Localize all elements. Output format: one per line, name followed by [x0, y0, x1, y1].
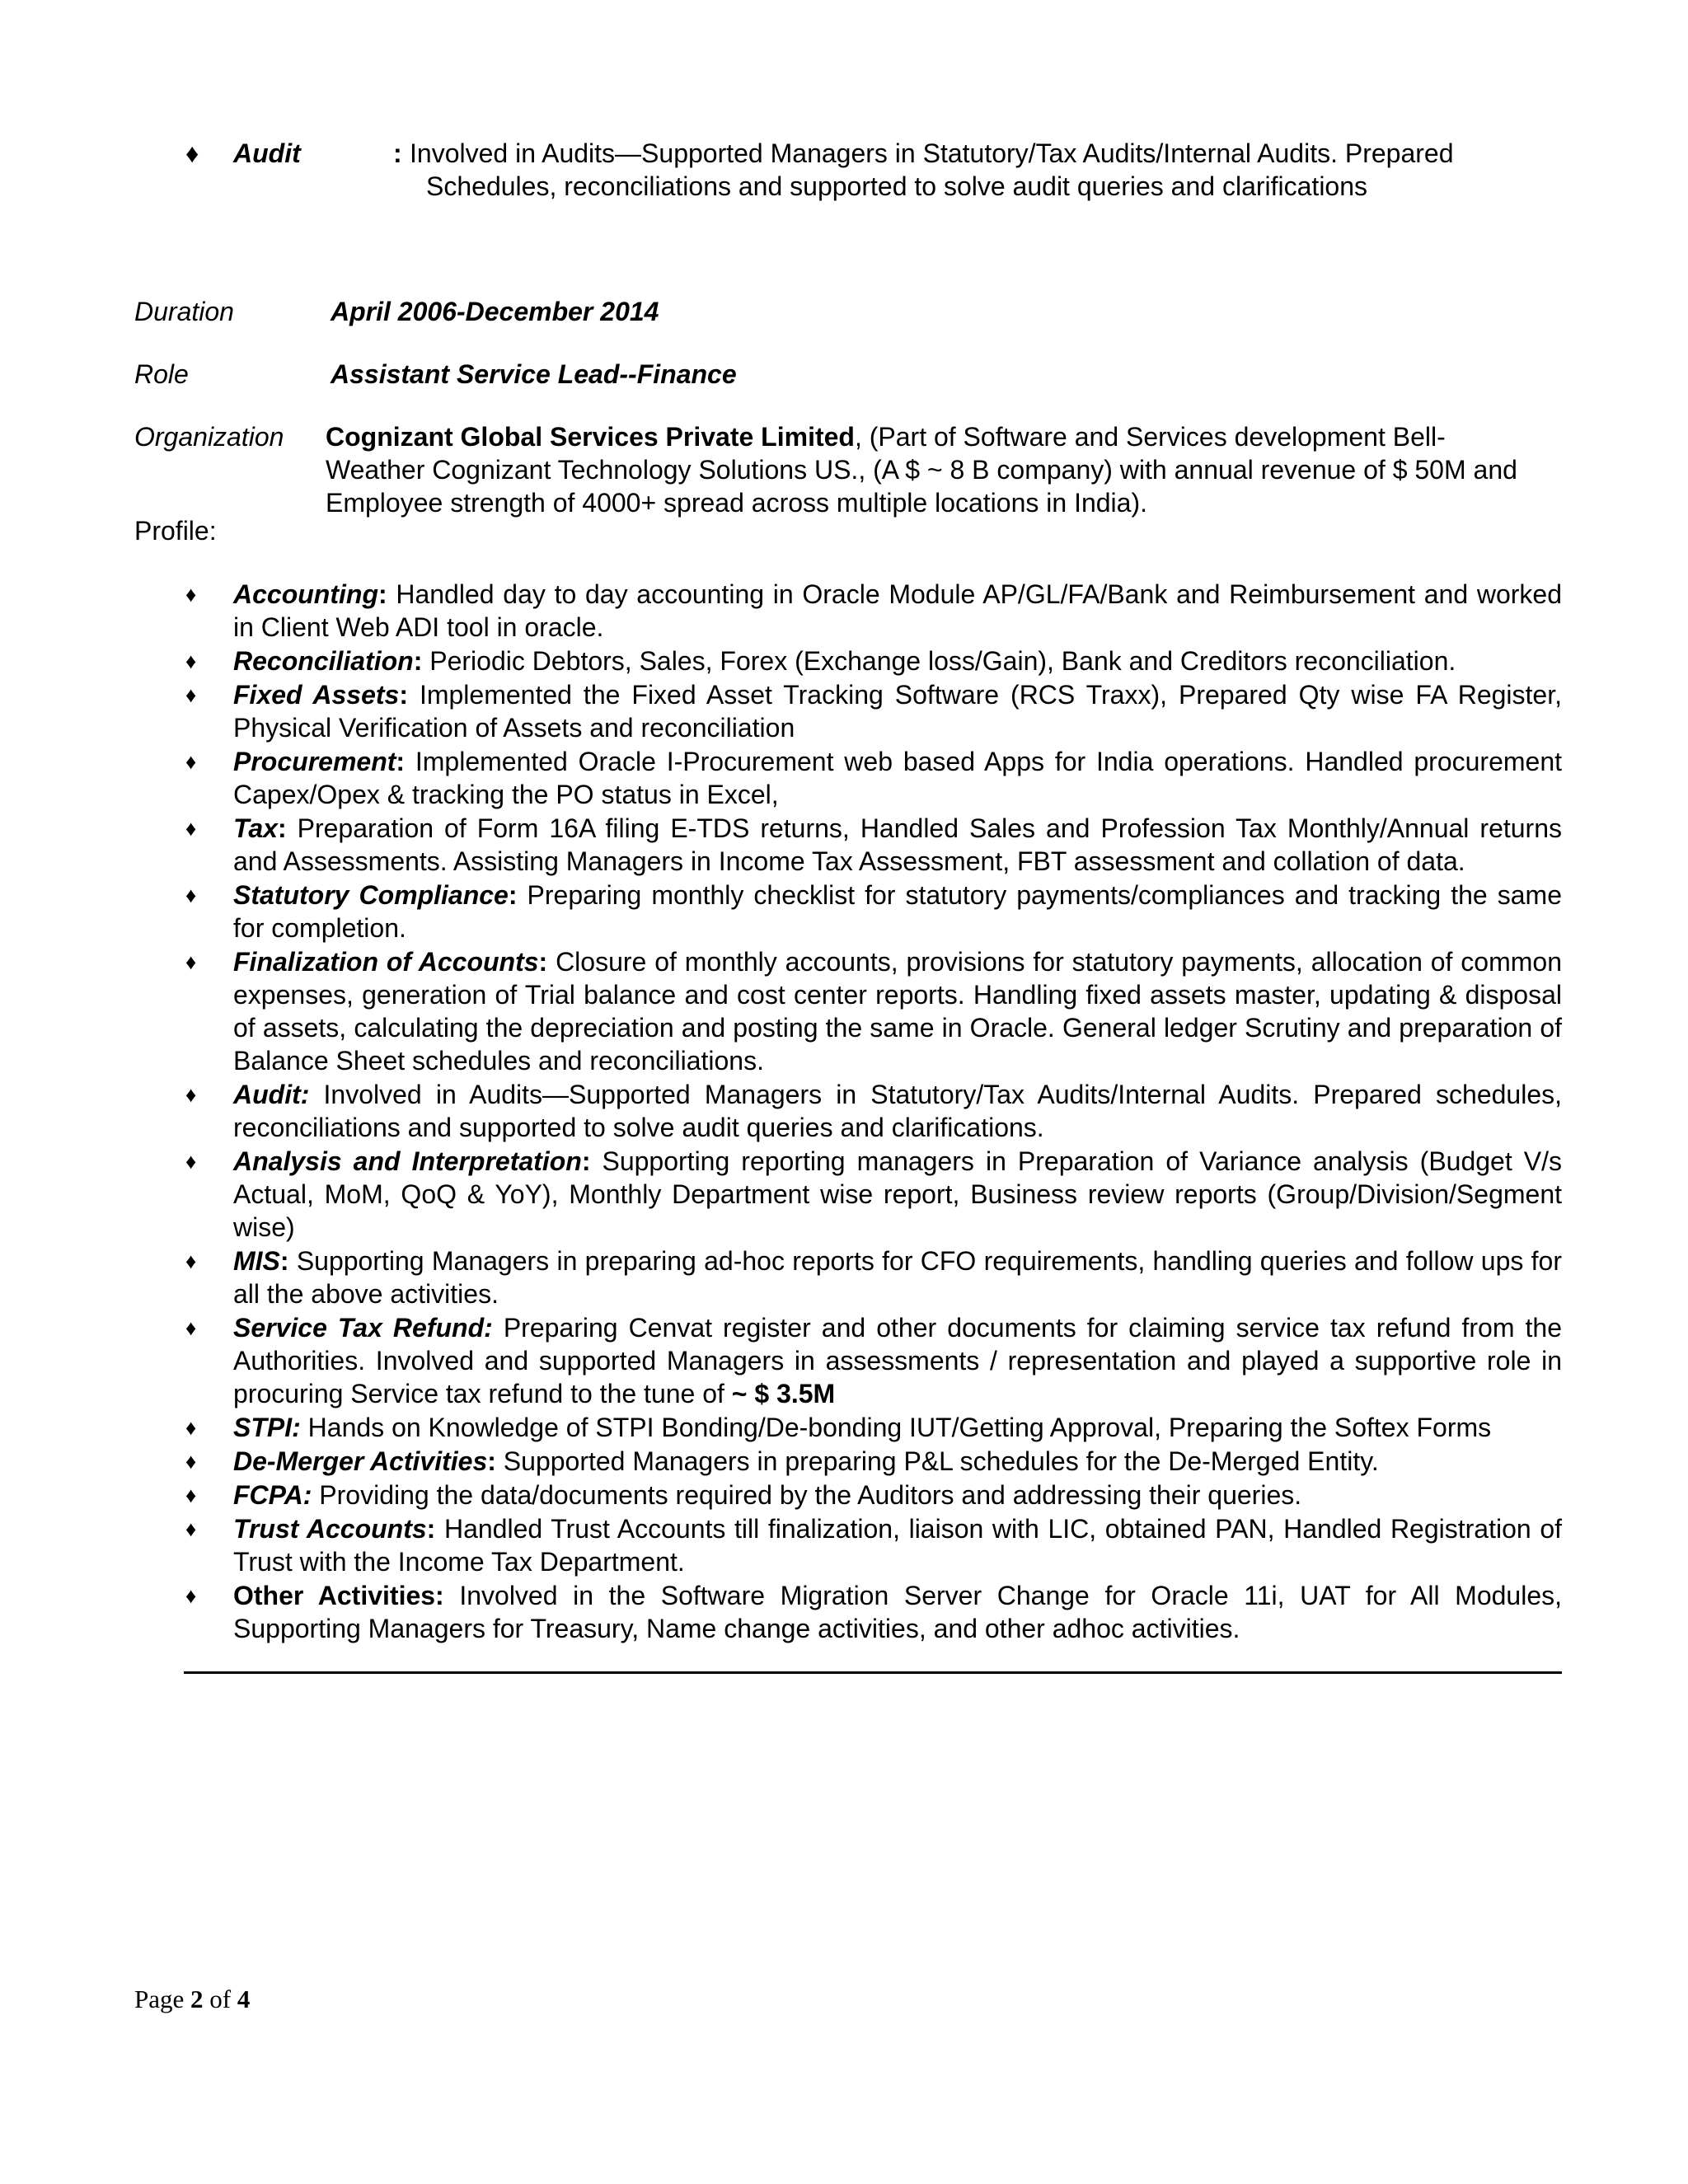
diamond-bullet-icon: ♦ [185, 138, 199, 168]
bullet-term-separator: : [508, 880, 518, 910]
diamond-bullet-icon: ♦ [185, 1082, 197, 1107]
diamond-bullet-icon: ♦ [185, 749, 197, 774]
organization-line-1-rest: , (Part of Software and Services development Bell- [854, 422, 1446, 452]
bullet-text: Implemented the Fixed Asset Tracking Software (RCS Traxx), Prepared Qty wise FA Register, Physical Verification of Assets and reconciliation [233, 680, 1563, 743]
bullet-term: Finalization of Accounts [233, 947, 539, 977]
bullet-term-separator: : [426, 1514, 436, 1544]
bullet-emphasis: ~ $ 3.5M [731, 1379, 836, 1408]
bullet-text: Supporting reporting managers in Preparation of Variance analysis (Budget V/s Actual, MoM, QoQ & YoY), Monthly Department wise report, Business review reports (Group/Division/Segment wise) [233, 1146, 1563, 1242]
bullet-text: Involved in the Software Migration Server Change for Oracle 11i, UAT for All Modules, Supporting Managers for Treasury, Name change activities, and other adhoc activities. [233, 1581, 1563, 1643]
section-divider [184, 1671, 1562, 1674]
bullet-text: Handled day to day accounting in Oracle Module AP/GL/FA/Bank and Reimbursement and worked in Client Web ADI tool in oracle. [233, 579, 1562, 642]
bullet-text: Periodic Debtors, Sales, Forex (Exchange loss/Gain), Bank and Creditors reconciliation. [422, 646, 1456, 676]
diamond-bullet-icon: ♦ [185, 1249, 197, 1273]
profile-bullet-item [185, 644, 1562, 677]
bullet-text: Involved in Audits—Supported Managers in Statutory/Tax Audits/Internal Audits. Prepared schedules, reconciliations and supported to solve audit queries and clarifications. [233, 1080, 1562, 1142]
audit-line-2: Schedules, reconciliations and supported to solve audit queries and clarifications [426, 171, 1368, 201]
profile-bullet-item [185, 812, 1562, 878]
bullet-term: Other Activities: [233, 1581, 444, 1610]
bullet-term-separator: : [277, 813, 287, 843]
duration-value: April 2006-December 2014 [331, 297, 659, 326]
bullet-term: MIS [233, 1246, 280, 1276]
bullet-term: De-Merger Activities [233, 1446, 488, 1476]
bullet-term: Accounting [233, 579, 378, 609]
diamond-bullet-icon: ♦ [185, 582, 197, 607]
profile-bullet-list [185, 578, 1562, 1646]
organization-name: Cognizant Global Services Private Limited [326, 422, 855, 452]
bullet-term-separator: : [581, 1146, 591, 1176]
bullet-term: Fixed Assets [233, 680, 400, 710]
page-total: 4 [237, 1985, 251, 2013]
organization-value [326, 420, 1688, 519]
diamond-bullet-icon: ♦ [185, 1315, 197, 1340]
organization-line-3: Employee strength of 4000+ spread across multiple locations in India). [326, 488, 1147, 518]
profile-bullet-item [185, 1579, 1562, 1645]
profile-bullet-item [185, 745, 1562, 811]
bullet-term: Trust Accounts [233, 1514, 427, 1544]
duration-label: Duration [134, 297, 234, 326]
bullet-text: Preparation of Form 16A filing E-TDS returns, Handled Sales and Profession Tax Monthly/Annual returns and Assessments. Assisting Managers in Income Tax Assessment, FBT assessment and collation of data. [233, 813, 1562, 876]
bullet-term-separator: : [377, 579, 387, 609]
organization-label: Organization [134, 422, 284, 452]
of-word: of [209, 1985, 232, 2013]
bullet-text: Closure of monthly accounts, provisions for statutory payments, allocation of common expenses, generation of Trial balance and cost center reports. Handling fixed assets master, updating & disposal of assets, calculating the depreciation and posting the same in Oracle. General ledger Scrutiny and preparation of Balance Sheet schedules and reconciliations. [233, 947, 1563, 1076]
diamond-bullet-icon: ♦ [185, 1149, 197, 1174]
profile-bullet-item [185, 578, 1562, 644]
bullet-text: Handled Trust Accounts till finalization, liaison with LIC, obtained PAN, Handled Registration of Trust with the Income Tax Department. [233, 1514, 1563, 1577]
profile-bullet-item [185, 1445, 1562, 1478]
diamond-bullet-icon: ♦ [185, 649, 197, 673]
bullet-term: Reconciliation [233, 646, 414, 676]
bullet-text: Supported Managers in preparing P&L schedules for the De-Merged Entity. [495, 1446, 1379, 1476]
bullet-term: Service Tax Refund: [233, 1313, 493, 1343]
diamond-bullet-icon: ♦ [185, 816, 197, 841]
bullet-term: Procurement [233, 747, 396, 776]
profile-bullet-item [185, 678, 1562, 744]
bullet-term-separator: : [538, 947, 548, 977]
audit-line-1: Involved in Audits—Supported Managers in Statutory/Tax Audits/Internal Audits. Prepared [410, 138, 1454, 168]
bullet-term: Audit: [233, 1080, 310, 1109]
bullet-term-separator: : [487, 1446, 496, 1476]
bullet-text: Preparing Cenvat register and other documents for claiming service tax refund from the Authorities. Involved and supported Managers in assessments / representation and played a supportive role in procuring Service tax refund to the tune of [233, 1313, 1563, 1408]
bullet-term: STPI: [233, 1413, 301, 1442]
profile-bullet-item [185, 879, 1562, 944]
bullet-term-separator: : [413, 646, 423, 676]
diamond-bullet-icon: ♦ [185, 682, 197, 707]
profile-bullet-item [185, 1145, 1562, 1244]
bullet-text: Providing the data/documents required by the Auditors and addressing their queries. [312, 1480, 1302, 1510]
bullet-term: Tax [233, 813, 278, 843]
role-value: Assistant Service Lead--Finance [331, 359, 737, 389]
diamond-bullet-icon: ♦ [185, 1483, 197, 1507]
page-footer [134, 1983, 250, 2016]
diamond-bullet-icon: ♦ [185, 1415, 197, 1440]
diamond-bullet-icon: ♦ [185, 1449, 197, 1474]
diamond-bullet-icon: ♦ [185, 949, 197, 974]
organization-line-1 [326, 420, 1688, 453]
bullet-term: Statutory Compliance [233, 880, 509, 910]
profile-bullet-item [185, 1078, 1562, 1144]
bullet-term: Analysis and Interpretation [233, 1146, 582, 1176]
bullet-term-separator: : [279, 1246, 289, 1276]
bullet-term-separator: : [399, 680, 408, 710]
diamond-bullet-icon: ♦ [185, 1583, 197, 1608]
profile-bullet-item [185, 1311, 1562, 1410]
diamond-bullet-icon: ♦ [185, 883, 197, 907]
profile-bullet-item [185, 1479, 1562, 1511]
organization-line-2: Weather Cognizant Technology Solutions US., (A $ ~ 8 B company) with annual revenue of $ 50M and [326, 455, 1517, 485]
bullet-term-separator: : [396, 747, 406, 776]
page-number: 2 [190, 1985, 204, 2013]
profile-bullet-item [185, 1244, 1562, 1310]
profile-bullet-item [185, 1512, 1562, 1578]
bullet-text: Preparing monthly checklist for statutory payments/compliances and tracking the same for completion. [233, 880, 1563, 943]
audit-colon: : [393, 138, 402, 168]
profile-bullet-item [185, 1411, 1562, 1444]
audit-term: Audit [233, 138, 301, 168]
profile-label: Profile: [134, 516, 217, 546]
profile-bullet-item [185, 945, 1562, 1077]
role-label: Role [134, 359, 189, 389]
audit-description [410, 137, 1688, 203]
diamond-bullet-icon: ♦ [185, 1516, 197, 1541]
bullet-term: FCPA: [233, 1480, 312, 1510]
bullet-text: Implemented Oracle I-Procurement web based Apps for India operations. Handled procurement Capex/Opex & tracking the PO status in Excel, [233, 747, 1562, 809]
bullet-text: Supporting Managers in preparing ad-hoc reports for CFO requirements, handling queries and follow ups for all the above activities. [233, 1246, 1562, 1309]
page-word: Page [134, 1985, 185, 2013]
bullet-text: Hands on Knowledge of STPI Bonding/De-bonding IUT/Getting Approval, Preparing the Softex Forms [300, 1413, 1492, 1442]
